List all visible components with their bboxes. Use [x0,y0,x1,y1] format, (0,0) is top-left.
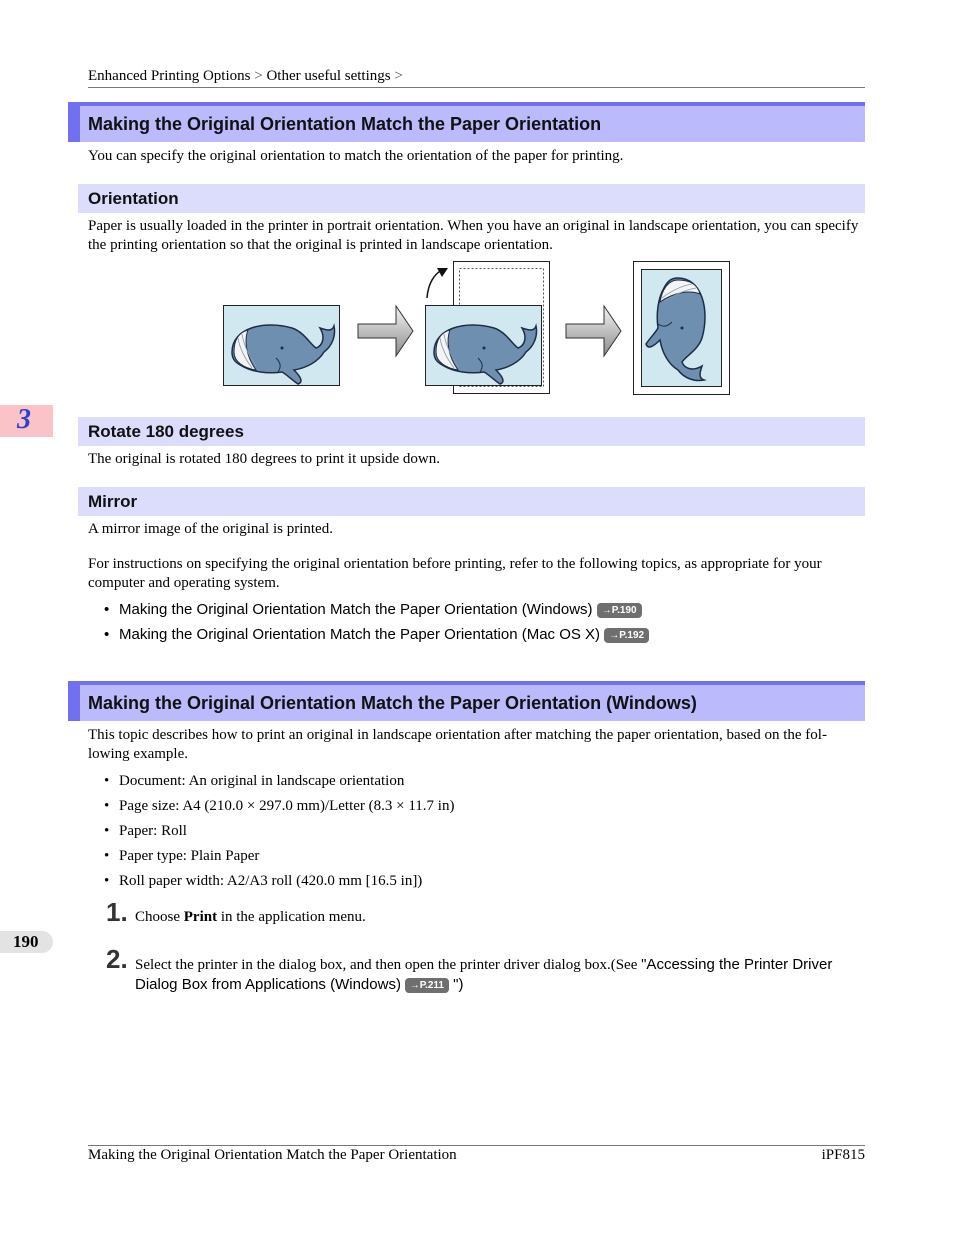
topic-link[interactable]: "Accessing the Printer Driver Dialog Box from Applications (Windows) [135,956,833,993]
section-heading [68,102,865,142]
print-menu-label: Print [183,909,218,925]
instructions-text: For instructions on specifying the original orientation before printing, refer to the following topics, as appropriate for your computer and operating system. [88,556,822,591]
subheading-title: Orientation [88,189,179,208]
step-text: Choose Print in the application menu. [135,909,366,925]
breadcrumb-part2[interactable]: Other useful settings [266,68,391,84]
list-item: • Making the Original Orientation Match the Paper Orientation (Mac OS X) →P.192 [104,626,649,643]
page-number: 190 [13,932,39,951]
breadcrumb-separator: > [394,68,403,84]
breadcrumb-part1[interactable]: Enhanced Printing Options [88,68,251,84]
step-number: 2. [106,944,128,974]
step-number: 1. [106,897,128,927]
list-item: • Roll paper width: A2/A3 roll (420.0 mm [16.5 in]) [104,873,423,889]
list-item: • Page size: A4 (210.0 × 297.0 mm)/Letter (8.3 × 11.7 in) [104,798,455,814]
list-item: • Paper type: Plain Paper [104,848,260,864]
footer-model: iPF815 [821,1147,865,1163]
mirror-text: A mirror image of the original is printed. [88,521,333,537]
section-title: Making the Original Orientation Match the Paper Orientation (Windows) [88,693,697,713]
topic-link[interactable]: Making the Original Orientation Match the Paper Orientation (Windows) [119,601,593,618]
list-item: • Document: An original in landscape orientation [104,773,405,789]
arrow-icon [566,306,621,356]
orientation-illustration [220,258,740,398]
subheading-mirror [78,487,865,516]
arrow-icon [358,306,413,356]
topic-link[interactable]: Making the Original Orientation Match the Paper Orientation (Mac OS X) [119,626,601,643]
section-intro: You can specify the original orientation to match the orientation of the paper for printing. [88,148,624,164]
breadcrumb [88,67,865,88]
rotate-text: The original is rotated 180 degrees to print it upside down. [88,451,441,467]
subheading-title: Rotate 180 degrees [88,422,244,441]
subheading-title: Mirror [88,492,138,511]
page-ref-button[interactable]: →P.190 [597,603,642,618]
subheading-orientation [78,184,865,213]
orientation-text: Paper is usually loaded in the printer in portrait orientation. When you have an original in landscape orientation, you can specify the printing orientation so that the original is printed in landscape orientation. [88,218,859,253]
page-ref-button[interactable]: →P.192 [604,628,649,643]
page-number-tab [0,931,53,953]
section-intro: This topic describes how to print an original in landscape orientation after matching the paper orientation, based on the fol-lowing example. [88,727,827,762]
footer-title: Making the Original Orientation Match the Paper Orientation [88,1147,457,1163]
rotate-arrow-icon [427,270,442,298]
section-title: Making the Original Orientation Match the Paper Orientation [88,114,602,134]
page-ref-button[interactable]: →P.211 [405,978,449,993]
step-text: Select the printer in the dialog box, and then open the printer driver dialog box.(See "Accessing the Printer Driver Dialog Box from Applications (Windows) →P.211 ") [135,956,833,993]
list-item: • Paper: Roll [104,823,187,839]
subheading-rotate [78,417,865,446]
chapter-number: 3 [17,404,31,435]
list-item: • Making the Original Orientation Match the Paper Orientation (Windows) →P.190 [104,601,642,618]
chapter-tab[interactable] [0,405,53,437]
breadcrumb-separator: > [254,68,263,84]
section-heading [68,681,865,721]
